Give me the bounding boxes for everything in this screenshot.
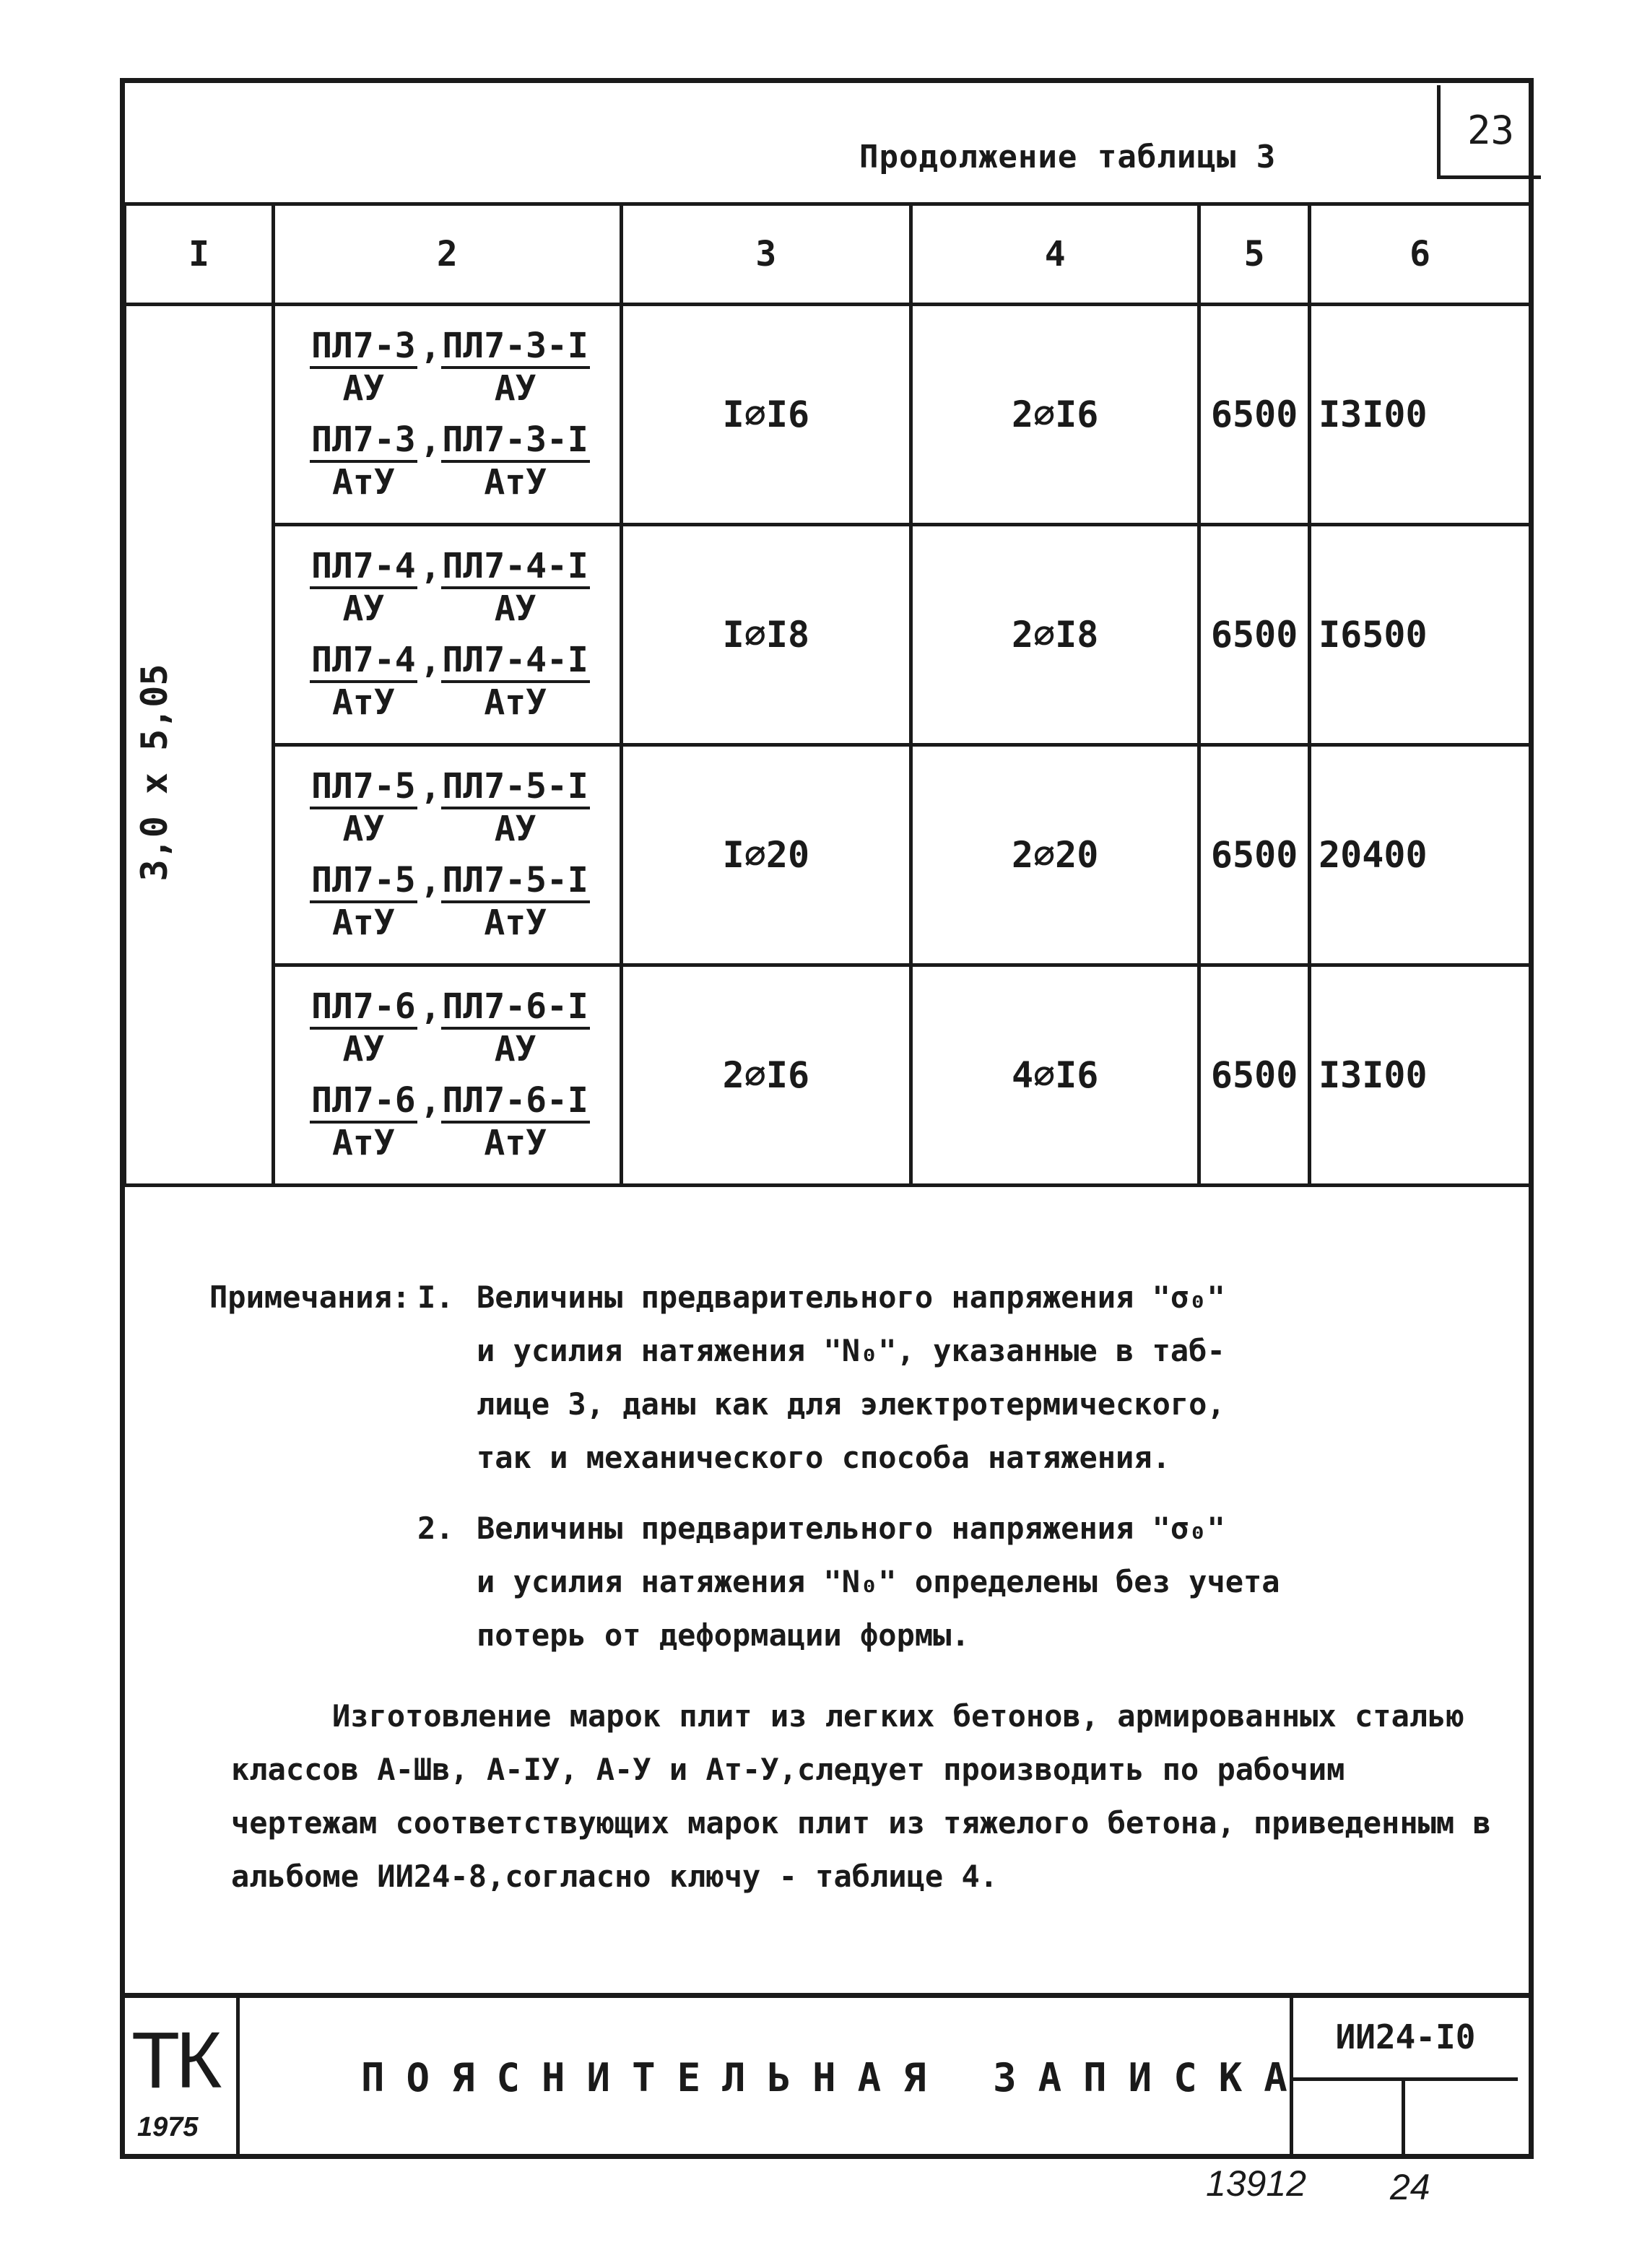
steel-class: АтУ	[484, 462, 547, 503]
group-label: 3,0 x 5,05	[134, 664, 175, 882]
steel-class: АтУ	[484, 682, 547, 724]
note-line: Величины предварительного напряжения "σ₀"	[477, 1279, 1225, 1315]
marks-cell: $\frac{ПЛ7-3}{АУ}$ , $\frac{ПЛ7-3-I}{АУ}$ $\frac{ПЛ7-3}{\text{АтУ}}$ , $\frac{ПЛ7-3-I}{\text{АтУ}}$	[274, 305, 621, 525]
steel-class: АтУ	[332, 462, 395, 503]
document-title: ПОЯСНИТЕЛЬНАЯ ЗАПИСКА	[361, 2055, 1309, 2100]
cell-col-3: I∅20	[621, 745, 911, 965]
mark: ПЛ7-4-I	[441, 547, 590, 589]
steel-class: АтУ	[332, 1123, 395, 1164]
cell-col-5: 6500	[1199, 305, 1310, 525]
note-number: I.	[417, 1279, 454, 1315]
table-3	[123, 202, 1532, 1187]
sheet-number: 24	[1390, 2167, 1430, 2207]
cell-col-6: 20400	[1310, 745, 1531, 965]
marks-cell: $\frac{ПЛ7-6}{АУ}$ , $\frac{ПЛ7-6-I}{АУ}$ $\frac{ПЛ7-6}{\text{АтУ}}$ , $\frac{ПЛ7-6-I}{\text{АтУ}}$	[274, 965, 621, 1186]
note-item	[417, 1271, 1487, 1485]
note-line: так и механического способа натяжения.	[477, 1440, 1170, 1475]
mark: ПЛ7-4	[310, 640, 417, 683]
header-col-1: I	[125, 204, 274, 305]
cell-col-3: I∅I6	[621, 305, 911, 525]
mark: ПЛ7-6-I	[441, 1081, 590, 1124]
cell-col-4: 4∅I6	[911, 965, 1199, 1186]
stamp-year: 1975	[137, 2112, 199, 2142]
note-line: Величины предварительного напряжения "σ₀"	[477, 1511, 1225, 1546]
note-number: 2.	[417, 1511, 454, 1546]
mark: ПЛ7-5-I	[441, 861, 590, 903]
steel-class: АУ	[494, 368, 537, 409]
header-col-5: 5	[1199, 204, 1310, 305]
mark: ПЛ7-3-I	[441, 326, 590, 369]
table-row	[125, 745, 1531, 965]
inventory-number: 13912	[1206, 2163, 1307, 2204]
steel-class: АУ	[342, 808, 385, 849]
manufacturing-paragraph: Изготовление марок плит из легких бетонов, армированных сталью классов А-Шв, А-IУ, А-У и Ат-У,следует производить по рабочим чертежам соответствующих марок плит из тяжелого бетона, приведенным в альбоме ИИ24-8,согласно ключу - таблице 4.	[231, 1698, 1491, 1894]
mark: ПЛ7-5-I	[441, 767, 590, 809]
steel-class: АУ	[494, 1028, 537, 1069]
mark: ПЛ7-4	[310, 547, 417, 589]
continuation-title: Продолжение таблицы 3	[859, 139, 1277, 175]
table-row	[125, 525, 1531, 745]
marks-cell: $\frac{ПЛ7-4}{АУ}$ , $\frac{ПЛ7-4-I}{АУ}$ $\frac{ПЛ7-4}{\text{АтУ}}$ , $\frac{ПЛ7-4-I}{\text{АтУ}}$	[274, 525, 621, 745]
document-code: ИИ24-I0	[1290, 1996, 1518, 2081]
note-item	[417, 1502, 1487, 1662]
note-line: и усилия натяжения "N₀", указанные в таб-	[477, 1333, 1225, 1368]
mark: ПЛ7-6	[310, 1081, 417, 1124]
steel-class: АУ	[342, 368, 385, 409]
steel-class: АУ	[342, 588, 385, 629]
mark: ПЛ7-5	[310, 861, 417, 903]
cell-col-4: 2∅I8	[911, 525, 1199, 745]
cell-col-5: 6500	[1199, 745, 1310, 965]
cell-col-5: 6500	[1199, 525, 1310, 745]
notes-label: Примечания:	[209, 1279, 411, 1315]
cell-col-6: I3I00	[1310, 305, 1531, 525]
steel-class: АтУ	[484, 1123, 547, 1164]
cell-col-5: 6500	[1199, 965, 1310, 1186]
header-col-4: 4	[911, 204, 1199, 305]
marks-cell: $\frac{ПЛ7-5}{АУ}$ , $\frac{ПЛ7-5-I}{АУ}$ $\frac{ПЛ7-5}{\text{АтУ}}$ , $\frac{ПЛ7-5-I}{\text{АтУ}}$	[274, 745, 621, 965]
cell-col-6: I3I00	[1310, 965, 1531, 1186]
steel-class: АтУ	[484, 903, 547, 944]
table-header-row	[125, 204, 1531, 305]
mark: ПЛ7-3	[310, 420, 417, 463]
mark: ПЛ7-4-I	[441, 640, 590, 683]
page-number: 23	[1437, 85, 1541, 179]
steel-class: АтУ	[332, 682, 395, 724]
table-row	[125, 965, 1531, 1186]
mark: ПЛ7-3-I	[441, 420, 590, 463]
steel-class: АУ	[494, 808, 537, 849]
tk-logo: ТК	[131, 2016, 218, 2105]
steel-class: АУ	[342, 1028, 385, 1069]
mark: ПЛ7-3	[310, 326, 417, 369]
note-line: потерь от деформации формы.	[477, 1617, 970, 1653]
mark: ПЛ7-6	[310, 987, 417, 1030]
title-block-cell	[1290, 2080, 1405, 2156]
header-col-2: 2	[274, 204, 621, 305]
cell-col-3: I∅I8	[621, 525, 911, 745]
mark: ПЛ7-6-I	[441, 987, 590, 1030]
cell-col-4: 2∅I6	[911, 305, 1199, 525]
mark: ПЛ7-5	[310, 767, 417, 809]
note-line: и усилия натяжения "N₀" определены без учета	[477, 1564, 1280, 1599]
cell-col-3: 2∅I6	[621, 965, 911, 1186]
cell-col-6: I6500	[1310, 525, 1531, 745]
header-col-3: 3	[621, 204, 911, 305]
table-row	[125, 305, 1531, 525]
steel-class: АУ	[494, 588, 537, 629]
note-line: лице 3, даны как для электротермического,	[477, 1386, 1225, 1422]
header-col-6: 6	[1310, 204, 1531, 305]
cell-col-4: 2∅20	[911, 745, 1199, 965]
steel-class: АтУ	[332, 903, 395, 944]
